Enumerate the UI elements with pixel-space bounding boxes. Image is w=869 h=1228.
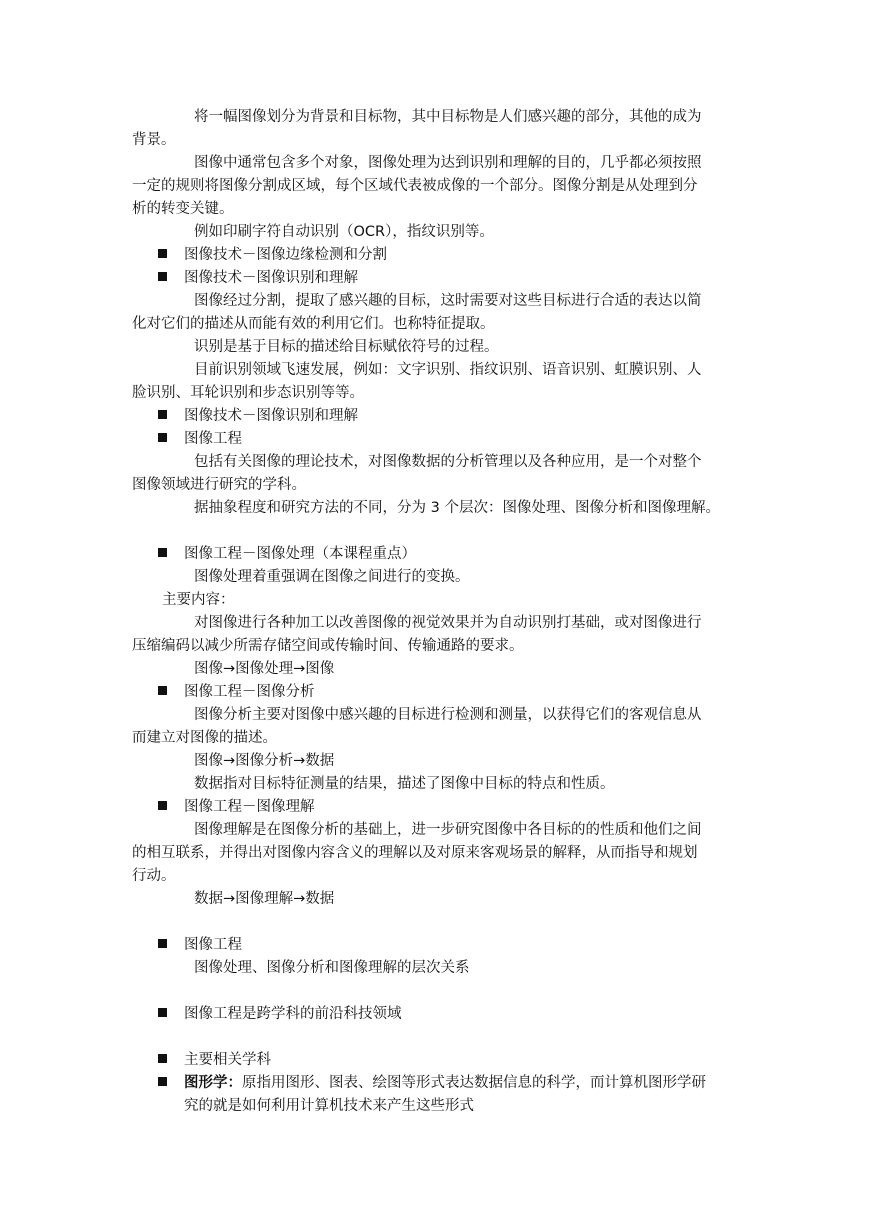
text: 包括有关图像的理论技术，对图像数据的分析管理以及各种应用，是一个对整个 xyxy=(194,454,702,470)
paragraph-line xyxy=(132,865,742,888)
text: 数据指对目标特征测量的结果，描述了图像中目标的特点和性质。 xyxy=(194,776,615,792)
bullet-text: 图像工程－图像分析 xyxy=(184,684,315,700)
paragraph-line xyxy=(132,773,804,796)
bullet-item xyxy=(158,244,768,267)
text: 对图像进行各种加工以改善图像的视觉效果并为自动识别打基础，或对图像进行 xyxy=(194,615,702,631)
text: 图像理解是在图像分析的基础上，进一步研究图像中各目标的的性质和他们之间 xyxy=(194,822,702,838)
square-bullet-icon xyxy=(158,1054,167,1063)
paragraph-line xyxy=(132,497,804,520)
paragraph-line xyxy=(184,1095,794,1118)
paragraph-line xyxy=(132,957,804,980)
paragraph-line xyxy=(132,727,742,750)
square-bullet-icon xyxy=(158,548,167,557)
bullet-item xyxy=(158,543,768,566)
text: 脸识别、耳轮识别和步态识别等等。 xyxy=(132,385,364,401)
text: 图像经过分割，提取了感兴趣的目标，这时需要对这些目标进行合适的表达以简 xyxy=(194,293,702,309)
bullet-text: 图像工程 xyxy=(184,431,242,447)
text: 背景。 xyxy=(132,132,176,148)
paragraph-line xyxy=(132,474,742,497)
bullet-item xyxy=(158,796,768,819)
text: 识别是基于目标的描述给目标赋依符号的过程。 xyxy=(194,339,499,355)
square-bullet-icon xyxy=(158,249,167,258)
text: 的相互联系，并得出对图像内容含义的理解以及对原来客观场景的解释，从而指导和规划 xyxy=(132,845,698,861)
paragraph-line xyxy=(132,359,804,382)
text: 主要内容： xyxy=(162,592,235,608)
paragraph-line xyxy=(132,313,742,336)
bullet-text: 图像工程－图像理解 xyxy=(184,799,315,815)
bullet-item xyxy=(158,681,768,704)
square-bullet-icon xyxy=(158,272,167,281)
paragraph-line xyxy=(132,290,804,313)
paragraph-line xyxy=(132,382,742,405)
bullet-text: 图像工程－图像处理（本课程重点） xyxy=(184,546,416,562)
bullet-text: 图像工程是跨学科的前沿科技领域 xyxy=(184,1006,402,1022)
bullet-text: 图像工程 xyxy=(184,937,242,953)
text: 析的转变关键。 xyxy=(132,201,234,217)
paragraph-line xyxy=(132,198,742,221)
paragraph-line xyxy=(132,451,804,474)
square-bullet-icon xyxy=(158,433,167,442)
paragraph-line xyxy=(132,106,804,129)
text: 图像领域进行研究的学科。 xyxy=(132,477,306,493)
paragraph-line xyxy=(132,658,804,681)
text: 一定的规则将图像分割成区域，每个区域代表被成像的一个部分。图像分割是从处理到分 xyxy=(132,178,698,194)
bullet-text: 图像技术－图像边缘检测和分割 xyxy=(184,247,387,263)
square-bullet-icon xyxy=(158,939,167,948)
text: 图像处理着重强调在图像之间进行的变换。 xyxy=(194,569,470,585)
text: 图像分析主要对图像中感兴趣的目标进行检测和测量，以获得它们的客观信息从 xyxy=(194,707,702,723)
text: 图像处理、图像分析和图像理解的层次关系 xyxy=(194,960,470,976)
paragraph-line xyxy=(132,336,804,359)
bullet-item xyxy=(158,934,768,957)
text: 数据→图像理解→数据 xyxy=(194,891,335,907)
bullet-item xyxy=(158,428,768,451)
text: 图像中通常包含多个对象，图像处理为达到识别和理解的目的，几乎都必须按照 xyxy=(194,155,702,171)
square-bullet-icon xyxy=(158,801,167,810)
paragraph-line xyxy=(132,566,804,589)
bullet-text: 原指用图形、图表、绘图等形式表达数据信息的科学，而计算机图形学研 xyxy=(242,1075,706,1091)
text: 压缩编码以减少所需存储空间或传输时间、传输通路的要求。 xyxy=(132,638,524,654)
paragraph-line xyxy=(132,635,742,658)
paragraph-line xyxy=(132,175,742,198)
text: 化对它们的描述从而能有效的利用它们。也称特征提取。 xyxy=(132,316,495,332)
square-bullet-icon xyxy=(158,410,167,419)
bullet-item xyxy=(158,267,768,290)
bullet-text: 主要相关学科 xyxy=(184,1052,271,1068)
text: 图像→图像分析→数据 xyxy=(194,753,335,769)
paragraph-line xyxy=(132,842,742,865)
bullet-item xyxy=(158,405,768,428)
paragraph-line xyxy=(132,819,804,842)
text: 将一幅图像划分为背景和目标物，其中目标物是人们感兴趣的部分，其他的成为 xyxy=(194,109,702,125)
bullet-item xyxy=(158,1003,768,1026)
text: 而建立对图像的描述。 xyxy=(132,730,277,746)
paragraph-line xyxy=(132,221,804,244)
text: 目前识别领域飞速发展，例如：文字识别、指纹识别、语音识别、虹膜识别、人 xyxy=(194,362,702,378)
paragraph-line xyxy=(132,750,804,773)
square-bullet-icon xyxy=(158,686,167,695)
square-bullet-icon xyxy=(158,1008,167,1017)
bullet-text: 图像技术－图像识别和理解 xyxy=(184,408,358,424)
paragraph-line xyxy=(132,888,804,911)
text: 图像→图像处理→图像 xyxy=(194,661,335,677)
bullet-text: 图像技术－图像识别和理解 xyxy=(184,270,358,286)
term-label: 图形学： xyxy=(184,1075,242,1091)
paragraph-line xyxy=(132,129,742,152)
text: 据抽象程度和研究方法的不同，分为 3 个层次：图像处理、图像分析和图像理解。 xyxy=(194,500,720,516)
paragraph-line xyxy=(132,152,804,175)
bullet-item xyxy=(158,1049,768,1072)
paragraph-line xyxy=(132,704,804,727)
text: 究的就是如何利用计算机技术来产生这些形式 xyxy=(184,1098,474,1114)
square-bullet-icon xyxy=(158,1077,167,1086)
paragraph-line xyxy=(132,589,772,612)
text: 行动。 xyxy=(132,868,176,884)
text: 例如印刷字符自动识别（OCR），指纹识别等。 xyxy=(194,224,494,240)
bullet-item xyxy=(158,1072,768,1095)
paragraph-line xyxy=(132,612,804,635)
